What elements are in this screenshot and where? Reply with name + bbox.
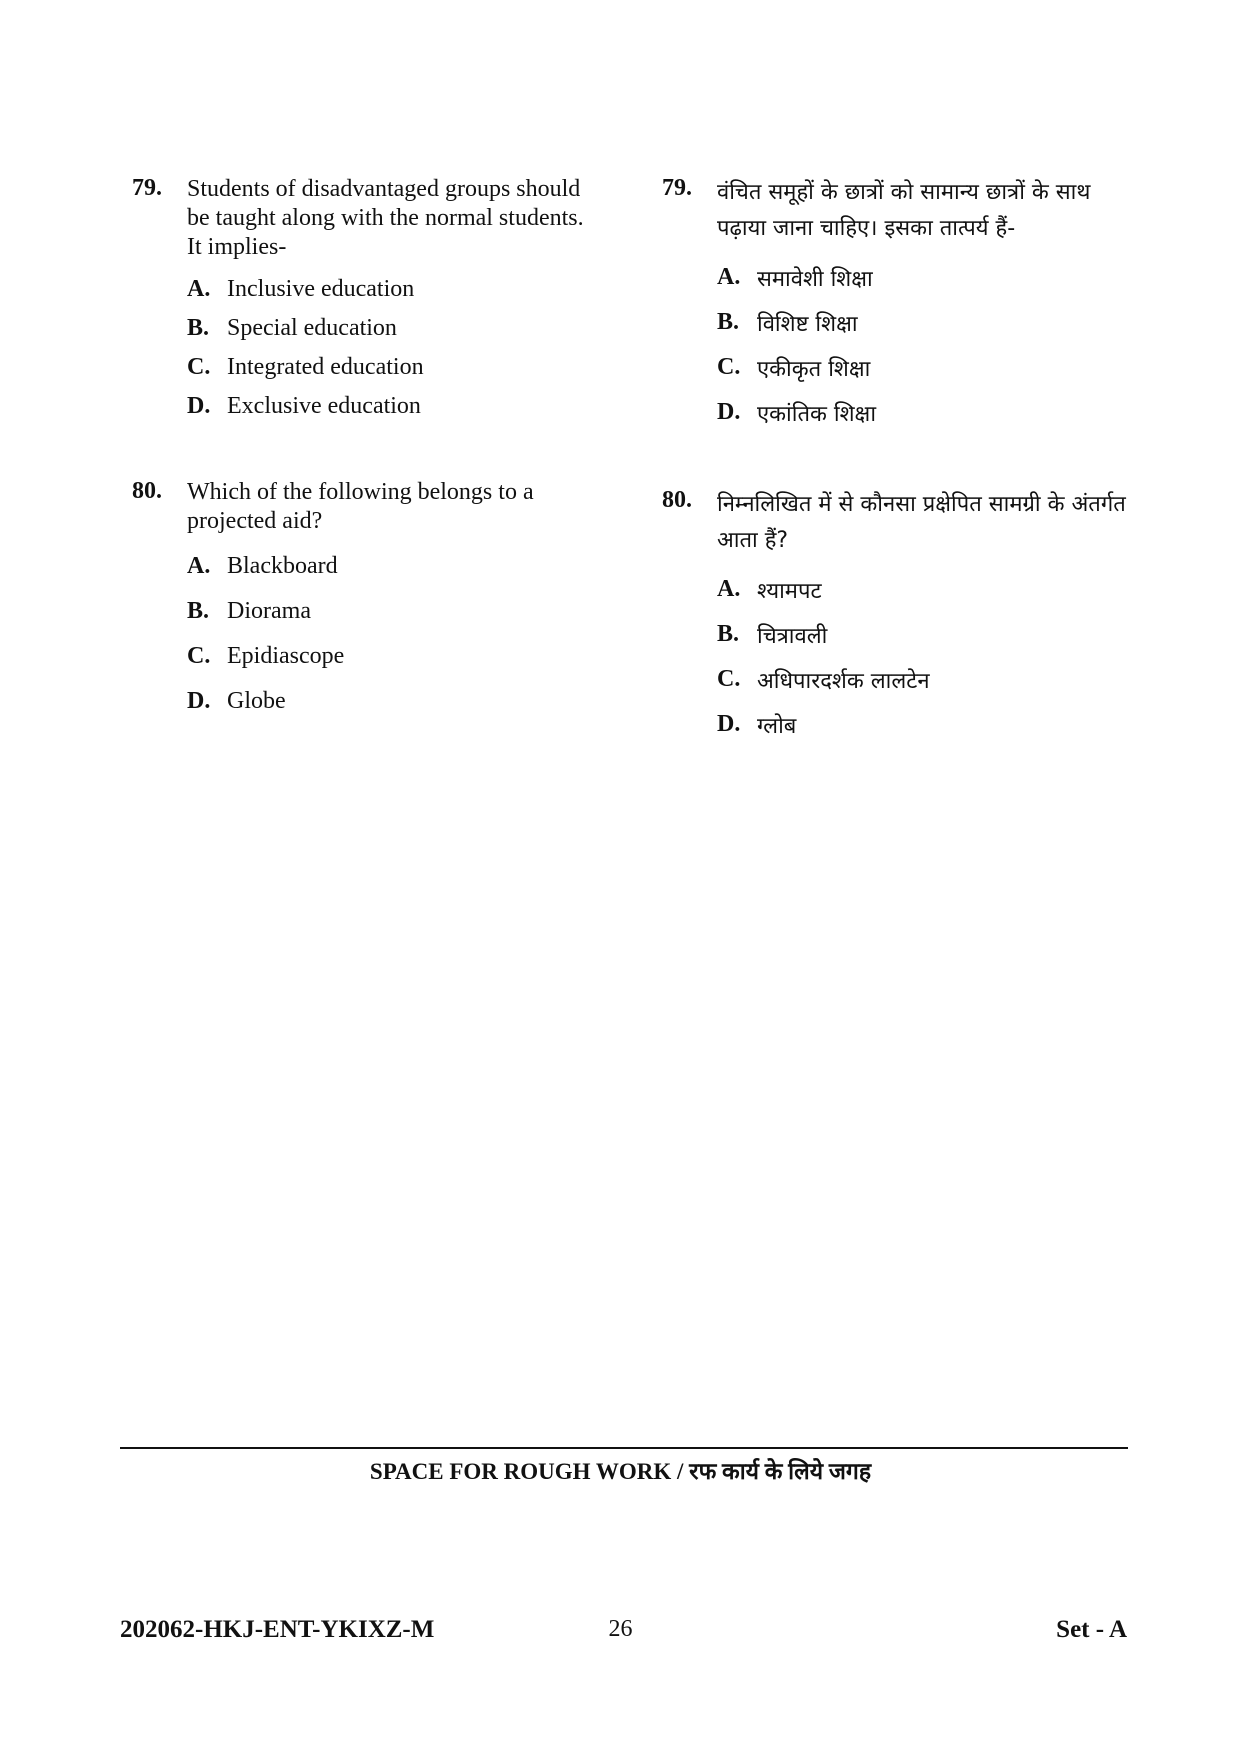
hindi-column xyxy=(662,175,1142,799)
option-d xyxy=(187,679,602,724)
option-c xyxy=(717,657,1142,702)
option-text: एकांतिक शिक्षा xyxy=(757,401,877,427)
question-text: निम्नलिखित में से कौनसा प्रक्षेपित सामग्री के अंतर्गत आता हैं? xyxy=(717,492,1126,553)
option-b xyxy=(187,309,602,348)
option-c xyxy=(717,345,1142,390)
question-79-en xyxy=(132,175,602,426)
question-number: 80. xyxy=(662,487,692,513)
rough-work-label: SPACE FOR ROUGH WORK / रफ कार्य के लिये जगह xyxy=(369,1459,872,1484)
question-79-hi xyxy=(662,175,1142,435)
option-letter: D. xyxy=(187,393,211,419)
english-column xyxy=(132,175,602,776)
option-text: Integrated education xyxy=(227,354,424,380)
option-letter: A. xyxy=(187,553,211,579)
option-text: Inclusive education xyxy=(227,276,415,302)
option-b xyxy=(717,300,1142,345)
option-letter: B. xyxy=(187,598,210,624)
option-text: Epidiascope xyxy=(227,643,345,669)
question-80-hi xyxy=(662,487,1142,747)
option-letter: B. xyxy=(717,621,740,647)
option-c xyxy=(187,634,602,679)
option-letter: D. xyxy=(187,688,211,714)
options-list xyxy=(187,544,602,724)
option-text: एकीकृत शिक्षा xyxy=(757,356,871,382)
paper-code: 202062-HKJ-ENT-YKIXZ-M xyxy=(120,1616,435,1643)
option-text: समावेशी शिक्षा xyxy=(757,266,873,292)
option-letter: A. xyxy=(717,576,741,602)
option-c xyxy=(187,348,602,387)
page-number: 26 xyxy=(608,1616,633,1642)
question-80-en xyxy=(132,478,602,724)
option-text: Special education xyxy=(227,315,397,341)
option-a xyxy=(717,255,1142,300)
question-text: वंचित समूहों के छात्रों को सामान्य छात्रों के साथ पढ़ाया जाना चाहिए। इसका तात्पर्य हैं- xyxy=(717,180,1091,241)
options-list xyxy=(187,270,602,426)
option-a xyxy=(717,567,1142,612)
option-text: Globe xyxy=(227,688,286,714)
question-number: 80. xyxy=(132,478,162,504)
option-d xyxy=(717,702,1142,747)
option-text: Diorama xyxy=(227,598,311,624)
options-list xyxy=(717,255,1142,435)
option-letter: D. xyxy=(717,711,741,737)
question-number: 79. xyxy=(662,175,692,201)
option-b xyxy=(187,589,602,634)
options-list xyxy=(717,567,1142,747)
option-a xyxy=(187,544,602,589)
option-d xyxy=(187,387,602,426)
rough-work-divider xyxy=(120,1447,1128,1449)
option-b xyxy=(717,612,1142,657)
option-letter: C. xyxy=(717,666,741,692)
option-text: श्यामपट xyxy=(757,578,822,604)
option-letter: A. xyxy=(717,264,741,290)
question-text: Students of disadvantaged groups should be taught along with the normal students. It implies- xyxy=(187,176,584,260)
option-letter: C. xyxy=(717,354,741,380)
option-letter: D. xyxy=(717,399,741,425)
option-text: ग्लोब xyxy=(757,713,797,739)
option-letter: B. xyxy=(717,309,740,335)
set-label: Set - A xyxy=(1056,1616,1127,1643)
option-letter: A. xyxy=(187,276,211,302)
option-letter: C. xyxy=(187,354,211,380)
question-number: 79. xyxy=(132,175,162,201)
option-letter: C. xyxy=(187,643,211,669)
option-a xyxy=(187,270,602,309)
option-text: अधिपारदर्शक लालटेन xyxy=(757,668,930,694)
option-text: चित्रावली xyxy=(757,623,828,649)
question-text: Which of the following belongs to a projected aid? xyxy=(187,479,534,534)
option-d xyxy=(717,390,1142,435)
option-text: विशिष्ट शिक्षा xyxy=(757,311,858,337)
option-letter: B. xyxy=(187,315,210,341)
option-text: Exclusive education xyxy=(227,393,421,419)
option-text: Blackboard xyxy=(227,553,338,579)
